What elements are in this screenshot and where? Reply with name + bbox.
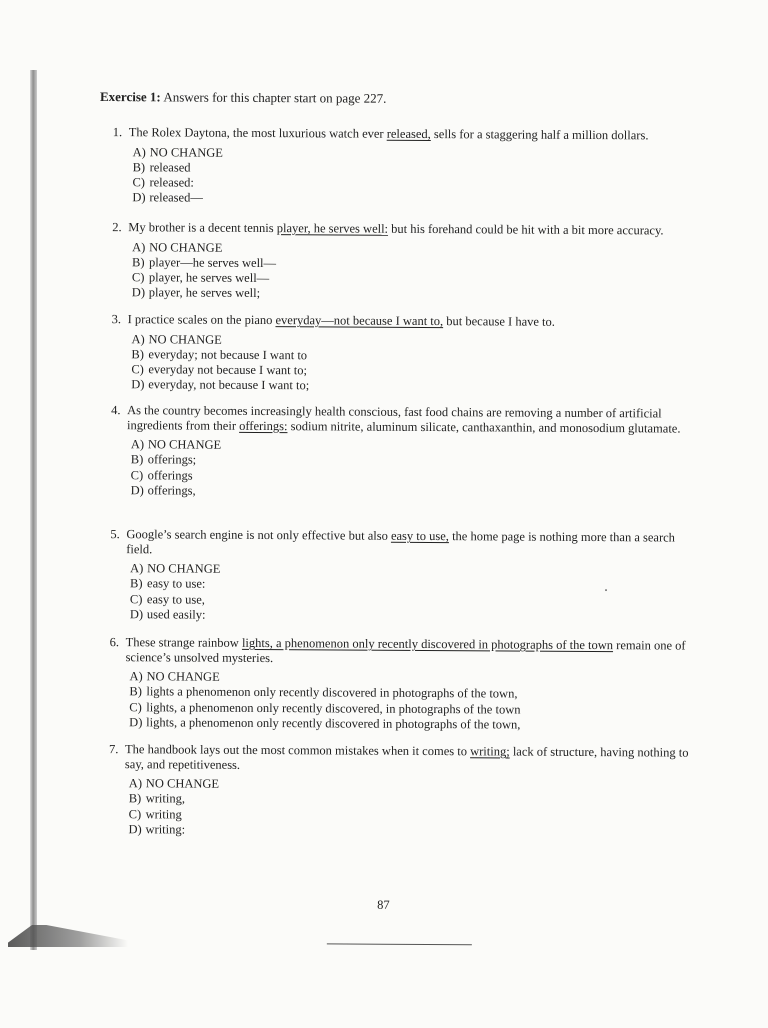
- question-number: 5.: [110, 527, 120, 542]
- option-letter: A): [129, 669, 143, 684]
- stray-mark: [605, 589, 607, 591]
- question-stem: [110, 635, 700, 668]
- exercise-instruction: Answers for this chapter start on page 227.: [163, 89, 387, 106]
- option-letter: D): [129, 607, 144, 622]
- option-text: writing:: [145, 822, 186, 837]
- answer-option: [132, 191, 702, 210]
- question-text: [127, 403, 701, 436]
- option-letter: B): [131, 254, 145, 270]
- page-number: 87: [377, 897, 390, 912]
- question-text: [128, 312, 702, 330]
- question-stem: [111, 403, 701, 436]
- answer-options: [131, 332, 701, 397]
- answer-option: [131, 378, 701, 397]
- question-text: [129, 125, 703, 143]
- question-text-after: but because I have to.: [443, 314, 555, 329]
- question-number: 4.: [111, 403, 121, 418]
- option-text: NO CHANGE: [147, 561, 221, 576]
- exercise-label: Exercise 1:: [99, 89, 161, 105]
- option-text: easy to use,: [146, 591, 205, 607]
- question-text: [128, 220, 702, 238]
- option-letter: B): [130, 452, 144, 467]
- answer-option: [129, 715, 699, 734]
- underlined-portion: writing;: [470, 744, 510, 759]
- option-letter: D): [131, 285, 146, 300]
- answer-options: [131, 437, 701, 502]
- question-text-before: I practice scales on the piano: [127, 312, 276, 328]
- underlined-portion: player, he serves well:: [276, 221, 389, 236]
- option-letter: B): [129, 684, 142, 699]
- option-text: player, he serves well—: [148, 270, 270, 286]
- option-letter: C): [130, 467, 144, 482]
- option-text: used easily:: [146, 607, 206, 622]
- option-text: NO CHANGE: [149, 239, 223, 255]
- answer-options: [132, 145, 702, 210]
- question-text-before: My brother is a decent tennis: [128, 220, 277, 236]
- option-letter: B): [132, 159, 146, 175]
- option-text: offerings,: [147, 483, 196, 498]
- question-6: [109, 635, 700, 734]
- option-letter: D): [128, 822, 142, 837]
- question-stem: [113, 125, 703, 143]
- question-2: [112, 220, 702, 304]
- exercise-header: [100, 89, 387, 107]
- option-letter: C): [131, 270, 145, 285]
- option-letter: B): [130, 576, 143, 591]
- answer-options: [130, 561, 700, 626]
- option-text: NO CHANGE: [148, 331, 222, 347]
- option-letter: C): [129, 591, 143, 606]
- underlined-portion: easy to use,: [390, 528, 450, 544]
- question-number: 7.: [108, 742, 119, 757]
- option-letter: D): [130, 483, 144, 498]
- option-text: lights a phenomenon only recently discovered in photographs of the town,: [146, 684, 518, 701]
- option-text: lights, a phenomenon only recently discovered, in photographs of the town: [146, 699, 521, 717]
- question-text-after: lack of structure, having nothing to say, and repetitiveness.: [124, 744, 689, 772]
- question-text-before: The handbook lays out the most common mistakes when it comes to: [124, 742, 471, 759]
- option-letter: D): [131, 377, 145, 392]
- option-text: offerings;: [147, 452, 197, 467]
- question-text-before: Google’s search engine is not only effective but also: [126, 527, 392, 543]
- question-stem: [109, 742, 699, 775]
- underlined-portion: offerings:: [239, 418, 288, 433]
- option-text: everyday not because I want to;: [148, 362, 308, 378]
- question-stem: [112, 312, 702, 330]
- question-7: [108, 742, 699, 841]
- question-text: [125, 742, 699, 775]
- question-text-before: As the country becomes increasingly health conscious, fast food chains are removing a number of artificial ingredients from their: [126, 403, 662, 433]
- question-number: 3.: [111, 312, 122, 327]
- question-text-after: sodium nitrite, aluminum silicate, canthaxanthin, and monosodium glutamate.: [287, 418, 681, 436]
- option-text: player—he serves well—: [148, 255, 277, 270]
- option-letter: B): [131, 346, 144, 362]
- option-letter: A): [128, 776, 143, 791]
- option-letter: C): [129, 699, 142, 714]
- question-number: 1.: [112, 125, 123, 140]
- question-text: [126, 527, 700, 560]
- question-text-after: remain one of science’s unsolved mysteries.: [125, 638, 686, 665]
- option-letter: D): [132, 190, 146, 205]
- option-text: released:: [149, 175, 194, 190]
- underlined-portion: everyday—not because I want to,: [275, 313, 444, 329]
- option-text: writing: [145, 806, 182, 822]
- option-text: NO CHANGE: [145, 776, 220, 791]
- answer-options: [128, 776, 698, 841]
- question-stem: [110, 527, 700, 560]
- question-text-after: but his forehand could be hit with a bit more accuracy.: [388, 221, 664, 238]
- option-text: released—: [149, 190, 203, 206]
- answer-options: [129, 669, 699, 734]
- question-text-before: The Rolex Daytona, the most luxurious watch ever: [128, 125, 387, 141]
- option-text: NO CHANGE: [146, 669, 220, 684]
- question-text-after: the home page is nothing more than a search field.: [126, 529, 675, 556]
- question-5: [110, 527, 701, 626]
- underlined-portion: lights, a phenomenon only recently discovered in photographs of the town: [241, 635, 614, 653]
- option-text: NO CHANGE: [147, 437, 222, 452]
- question-text-before: These strange rainbow: [125, 635, 243, 650]
- option-text: easy to use:: [147, 576, 206, 591]
- option-letter: A): [130, 437, 145, 452]
- question-text-after: sells for a staggering half a million dollars.: [430, 127, 649, 143]
- question-number: 6.: [109, 635, 120, 650]
- answer-option: [128, 822, 698, 841]
- option-text: everyday, not because I want to;: [148, 377, 310, 393]
- answer-options: [132, 240, 702, 305]
- answer-option: [130, 607, 700, 626]
- option-text: everyday; not because I want to: [148, 347, 308, 363]
- question-4: [111, 403, 702, 502]
- option-letter: B): [128, 791, 142, 806]
- option-letter: A): [131, 331, 145, 346]
- option-text: offerings: [147, 467, 193, 483]
- option-letter: C): [128, 806, 142, 821]
- option-letter: D): [129, 715, 143, 730]
- option-text: writing,: [145, 791, 186, 806]
- option-letter: A): [132, 144, 146, 159]
- answer-option: [132, 286, 702, 305]
- answer-option: [131, 483, 701, 502]
- option-text: released: [149, 160, 191, 175]
- option-text: NO CHANGE: [149, 144, 223, 160]
- option-letter: A): [132, 239, 146, 254]
- question-1: [112, 125, 702, 209]
- option-text: player, he serves well;: [148, 285, 261, 301]
- question-stem: [112, 220, 702, 238]
- underlined-portion: released,: [386, 126, 431, 142]
- footer-rule: [327, 943, 472, 945]
- option-letter: C): [132, 175, 146, 190]
- option-letter: A): [130, 561, 144, 576]
- option-text: lights, a phenomenon only recently discovered in photographs of the town,: [146, 715, 521, 732]
- question-3: [111, 312, 701, 396]
- option-letter: C): [131, 362, 144, 377]
- question-text: [126, 635, 700, 668]
- question-number: 2.: [112, 220, 122, 235]
